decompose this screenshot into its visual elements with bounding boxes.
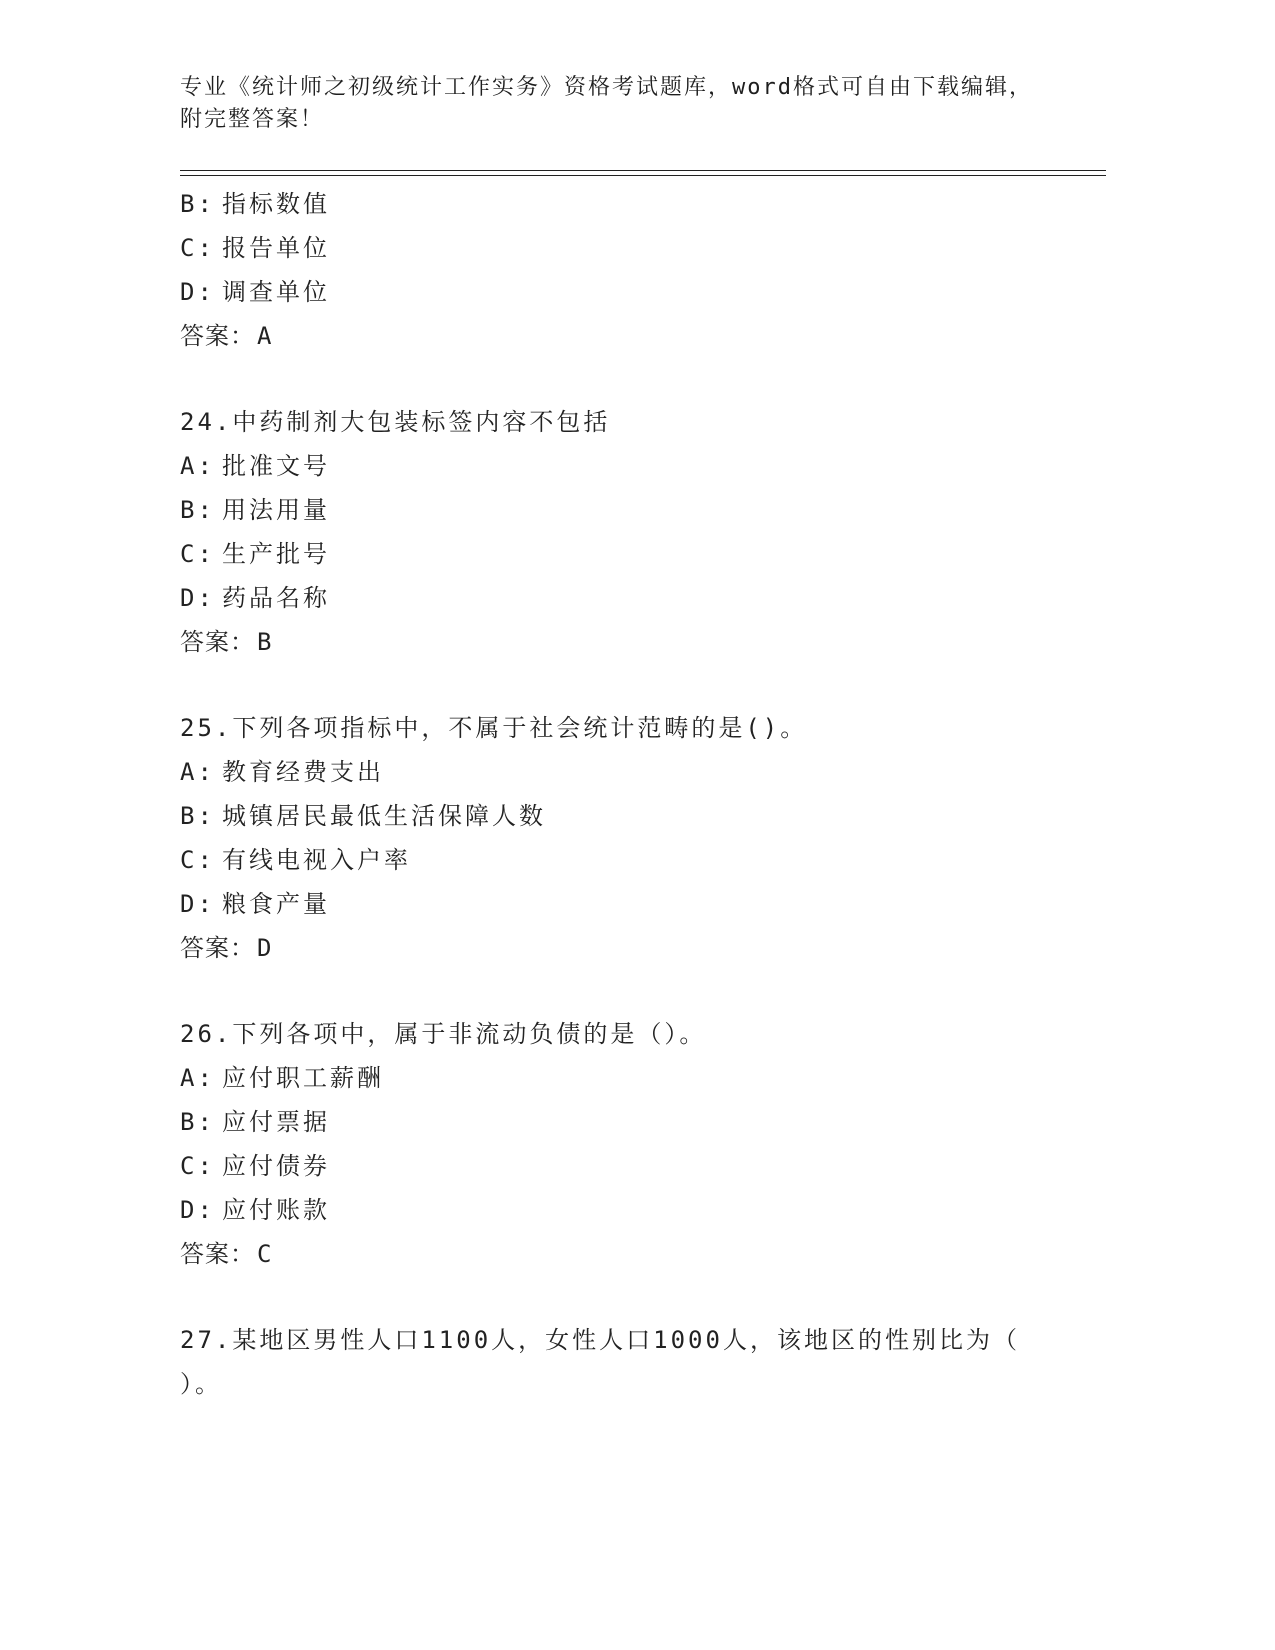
question-stem-line-2: ）。: [180, 1370, 222, 1398]
document-header: [180, 72, 1100, 136]
option-a: A: 批准文号: [180, 452, 330, 480]
answer-line: 答案：A: [180, 322, 273, 350]
option-d: D: 应付账款: [180, 1196, 330, 1224]
answer-line: 答案：C: [180, 1240, 273, 1268]
option-d: D: 药品名称: [180, 584, 330, 612]
option-a: A: 应付职工薪酬: [180, 1064, 384, 1092]
question-stem: 26.下列各项中，属于非流动负债的是（）。: [180, 1020, 707, 1048]
answer-line: 答案：B: [180, 628, 273, 656]
question-stem: 24.中药制剂大包装标签内容不包括: [180, 408, 611, 436]
question-24: [180, 400, 1080, 664]
option-b: B: 城镇居民最低生活保障人数: [180, 802, 546, 830]
option-b: B: 用法用量: [180, 496, 330, 524]
header-divider-bottom: [180, 175, 1106, 176]
header-divider-top: [180, 170, 1106, 171]
answer-value: D: [257, 934, 273, 962]
option-d: D: 粮食产量: [180, 890, 330, 918]
option-c: C: 有线电视入户率: [180, 846, 411, 874]
answer-value: A: [257, 322, 273, 350]
answer-value: C: [257, 1240, 273, 1268]
question-stem-line-1: 27.某地区男性人口1100人，女性人口1000人，该地区的性别比为（: [180, 1326, 1020, 1354]
answer-line: 答案：D: [180, 934, 273, 962]
header-line-2: 附完整答案！: [180, 107, 325, 132]
question-26: [180, 1012, 1080, 1276]
question-27: [180, 1318, 1080, 1406]
question-25: [180, 706, 1080, 970]
option-b: B: 应付票据: [180, 1108, 330, 1136]
answer-value: B: [257, 628, 273, 656]
option-a: A: 教育经费支出: [180, 758, 384, 786]
option-c: C: 应付债券: [180, 1152, 330, 1180]
header-line-1: 专业《统计师之初级统计工作实务》资格考试题库，word格式可自由下载编辑，: [180, 75, 1033, 100]
option-d: D: 调查单位: [180, 278, 330, 306]
question-list: [180, 182, 1080, 1406]
question-23-tail: [180, 182, 1080, 358]
option-c: C: 报告单位: [180, 234, 330, 262]
option-b: B: 指标数值: [180, 190, 330, 218]
option-c: C: 生产批号: [180, 540, 330, 568]
question-stem: 25.下列各项指标中，不属于社会统计范畴的是()。: [180, 714, 808, 742]
